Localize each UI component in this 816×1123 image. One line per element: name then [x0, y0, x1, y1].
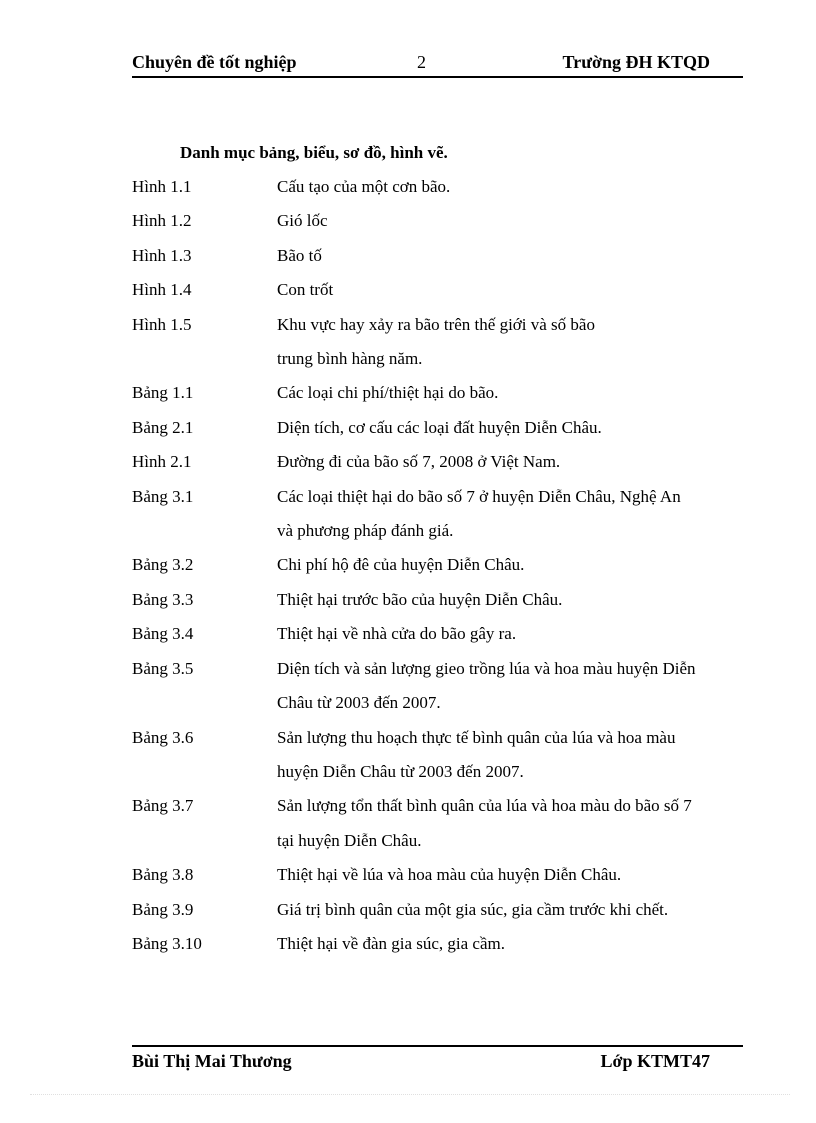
toc-entry-description: [277, 170, 752, 204]
toc-entry-description-line: và phương pháp đánh giá.: [277, 521, 454, 541]
page-header: [132, 50, 743, 78]
toc-entry-description-line: Con trốt: [277, 280, 334, 300]
toc-entry-label: Bảng 3.10: [132, 933, 202, 953]
toc-entry-label: Bảng 3.5: [132, 658, 194, 678]
toc-entry-description: [277, 376, 752, 410]
toc-entry-description: [277, 927, 752, 961]
toc-entry-description: [277, 204, 752, 238]
toc-entry-label: Bảng 2.1: [132, 417, 194, 437]
toc-list: [132, 170, 752, 961]
toc-entry: [132, 308, 752, 377]
header-university: Trường ĐH KTQD: [562, 52, 710, 72]
footer-author: Bùi Thị Mai Thương: [132, 1051, 292, 1071]
toc-entry: [132, 239, 752, 273]
toc-entry-label: Hình 1.4: [132, 280, 192, 300]
toc-entry-description: [277, 617, 752, 651]
toc-entry-description-line: Sản lượng tổn thất bình quân của lúa và hoa màu do bão số 7: [277, 796, 692, 816]
toc-entry: [132, 721, 752, 790]
toc-entry-description: [277, 789, 752, 858]
toc-entry: [132, 858, 752, 892]
toc-entry-description: [277, 583, 752, 617]
toc-entry-label: Bảng 3.6: [132, 727, 194, 747]
toc-entry-description-line: Giá trị bình quân của một gia súc, gia cầm trước khi chết.: [277, 899, 669, 919]
toc-entry-description: [277, 858, 752, 892]
toc-entry-label: Bảng 3.7: [132, 796, 194, 816]
toc-entry: [132, 893, 752, 927]
toc-entry-label: Bảng 1.1: [132, 383, 194, 403]
toc-entry: [132, 480, 752, 549]
toc-entry-description: [277, 273, 752, 307]
toc-entry-label: Hình 1.1: [132, 177, 192, 196]
toc-entry-label: Hình 2.1: [132, 452, 192, 472]
toc-entry-description-line: Bão tố: [277, 245, 322, 265]
footer-class: Lớp KTMT47: [600, 1051, 710, 1071]
toc-entry-description-line: Cấu tạo của một cơn bão.: [277, 177, 451, 196]
page-footer: [132, 1045, 743, 1077]
toc-entry-description: [277, 411, 752, 445]
toc-entry-label: Hình 1.2: [132, 211, 192, 231]
toc-entry-description-line: Diện tích, cơ cấu các loại đất huyện Diễn Châu.: [277, 417, 602, 437]
toc-entry-label: Bảng 3.4: [132, 624, 194, 644]
toc-entry-description: [277, 445, 752, 479]
toc-entry: [132, 411, 752, 445]
toc-entry-description: [277, 893, 752, 927]
toc-entry-description-line: Diện tích và sản lượng gieo trồng lúa và hoa màu huyện Diễn: [277, 658, 696, 678]
toc-entry-label: Bảng 3.3: [132, 589, 194, 609]
toc-entry: [132, 204, 752, 238]
toc-entry-description-line: Thiệt hại trước bão của huyện Diễn Châu.: [277, 589, 563, 609]
toc-entry: [132, 789, 752, 858]
toc-entry-description-line: Các loại thiệt hại do bão số 7 ở huyện Diễn Châu, Nghệ An: [277, 486, 681, 506]
toc-entry-description: [277, 480, 752, 549]
toc-entry-description: [277, 652, 752, 721]
toc-entry-description-line: Thiệt hại về lúa và hoa màu của huyện Diễn Châu.: [277, 865, 622, 885]
toc-entry-description: [277, 721, 752, 790]
page-edge-divider: [30, 1094, 790, 1095]
toc-entry: [132, 445, 752, 479]
toc-entry-description-line: Đường đi của bão số 7, 2008 ở Việt Nam.: [277, 452, 561, 472]
toc-entry-label: Bảng 3.1: [132, 486, 194, 506]
toc-entry-description-line: huyện Diễn Châu từ 2003 đến 2007.: [277, 761, 524, 781]
toc-entry-description-line: Sản lượng thu hoạch thực tế bình quân của lúa và hoa màu: [277, 727, 676, 747]
toc-title: Danh mục bảng, biểu, sơ đồ, hình vẽ.: [180, 143, 448, 162]
header-document-type: Chuyên đề tốt nghiệp: [132, 52, 297, 72]
toc-entry-description: [277, 548, 752, 582]
toc-entry-description-line: Thiệt hại về nhà cửa do bão gây ra.: [277, 624, 517, 644]
toc-entry-description-line: Khu vực hay xảy ra bão trên thế giới và số bão: [277, 314, 595, 334]
toc-entry-description: [277, 308, 752, 377]
toc-entry: [132, 652, 752, 721]
toc-entry: [132, 617, 752, 651]
toc-entry: [132, 273, 752, 307]
header-page-number: 2: [417, 52, 426, 72]
toc-entry-description: [277, 239, 752, 273]
toc-entry: [132, 548, 752, 582]
toc-entry: [132, 583, 752, 617]
toc-entry-description-line: trung bình hàng năm.: [277, 349, 423, 369]
toc-entry: [132, 927, 752, 961]
toc-entry-description-line: Gió lốc: [277, 211, 328, 231]
toc-entry-label: Bảng 3.9: [132, 899, 194, 919]
toc-entry-description-line: Châu từ 2003 đến 2007.: [277, 693, 441, 713]
toc-entry: [132, 376, 752, 410]
toc-entry-label: Bảng 3.2: [132, 555, 194, 575]
toc-entry-description-line: Thiệt hại về đàn gia súc, gia cầm.: [277, 933, 505, 953]
toc-entry-label: Hình 1.5: [132, 314, 192, 334]
toc-entry-description-line: tại huyện Diễn Châu.: [277, 830, 422, 850]
toc-entry-description-line: Chi phí hộ đê của huyện Diễn Châu.: [277, 555, 525, 575]
toc-entry-label: Hình 1.3: [132, 245, 192, 265]
toc-entry-description-line: Các loại chi phí/thiệt hại do bão.: [277, 383, 499, 403]
toc-entry-label: Bảng 3.8: [132, 865, 194, 885]
toc-entry: [132, 170, 752, 204]
